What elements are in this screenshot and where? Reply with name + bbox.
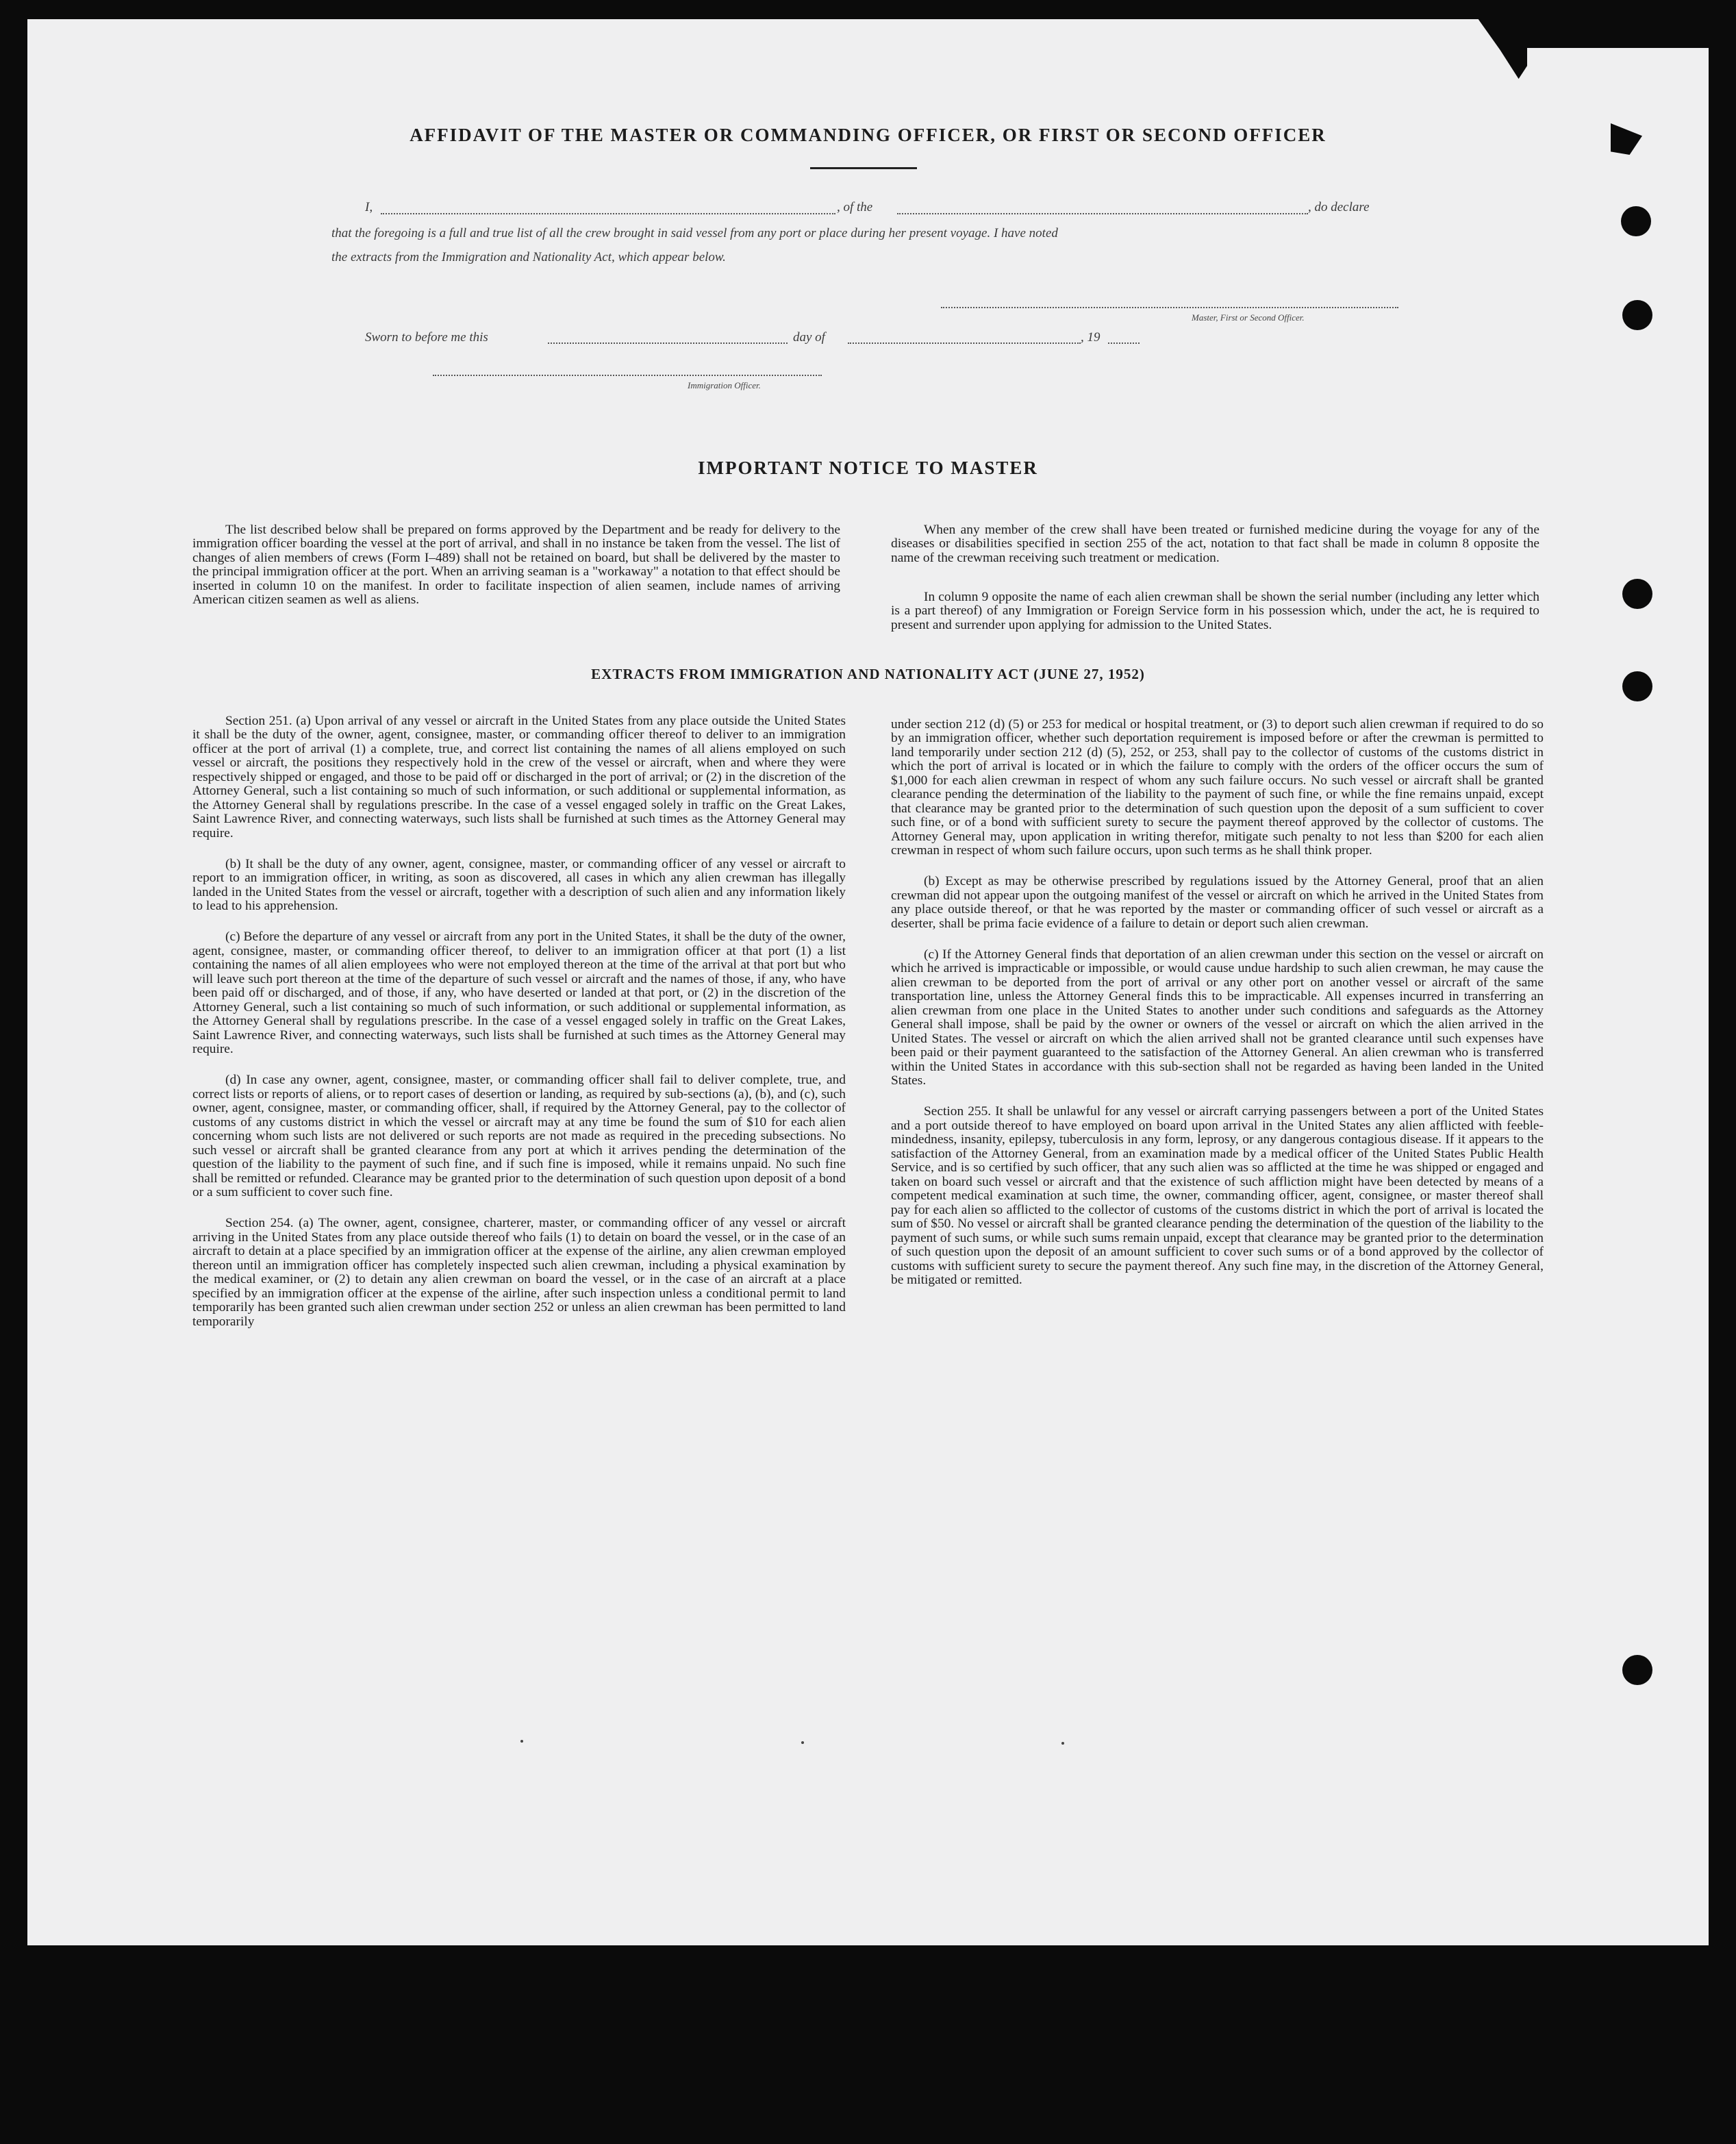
year-blank [1108,342,1140,344]
notice-right-paragraph-1: When any member of the crew shall have been treated or furnished medicine during the voyage for any of the diseases or disabilities specified in section 255 of the act, notation to that fact shall be made in column 8 opposite the name of the crewman receiving such treatment or medication. [891,522,1539,565]
notice-right-paragraph-2: In column 9 opposite the name of each alien crewman shall be shown the serial number (including any letter which is a part thereof) of any Immigration or Foreign Service form in his possession which, under the act, he is required to present and surrender upon applying for admission to the United States. [891,589,1539,632]
section-254-b: (b) Except as may be otherwise prescribed by regulations issued by the Attorney General, proof that an alien crewman did not appear upon the outgoing manifest of the vessel or aircraft on which he arrived in the United States from any place outside thereof, or that he was reported by the master or commanding officer of such vessel or aircraft as a deserter, shall be prima facie evidence of a failure to detain or deport such alien crewman. [891,874,1544,931]
page-edge [1527,48,1709,1945]
affidavit-i-label: I, [365,200,373,214]
vessel-blank [897,213,1308,214]
notice-left-paragraph: The list described below shall be prepared on forms approved by the Department and be ready for delivery to the immigration officer boarding the vessel at the port of arrival, and shall in no instance be taken from the vessel. The list of changes of alien members of crews (Form I–489) shall not be retained on board, but shall be delivered by the master to the principal immigration officer at the port. When an arriving seaman is a "workaway" a notation to that effect should be inserted in column 10 on the manifest. In order to facilitate inspection of alien seamen, include names of arriving American citizen seamen as well as aliens. [192,522,840,607]
section-251-a: Section 251. (a) Upon arrival of any vessel or aircraft in the United States from any place outside the United States it shall be the duty of the owner, agent, consignee, master, or commanding officer thereof to deliver to an immigration officer at the port of arrival (1) a complete, true, and correct list containing the names of all aliens employed on such vessel or aircraft, the positions they respectively hold in the crew of the vessel or aircraft, when and where they were respectively shipped or engaged, and those to be paid off or discharged in the port of arrival; or (2) in the discretion of the Attorney General, such a list containing so much of such information, or such additional or supplemental information, as the Attorney General shall by regulations prescribe. In the case of a vessel engaged solely in traffic on the Great Lakes, Saint Lawrence River, and connecting waterways, such lists shall be furnished at such times as the Attorney General may require. [192,713,846,840]
section-255: Section 255. It shall be unlawful for any vessel or aircraft carrying passengers between a port of the United States and a port outside thereof to have employed on board upon arrival in the United States any alien afflicted with feeble-mindedness, insanity, epilepsy, tuberculosis in any form, leprosy, or any dangerous contagious disease. If it appears to the satisfaction of the Attorney General, from an examination made by a medical officer of the United States Public Health Service, and is so certified by such officer, that any such alien was so afflicted at the time he was shipped or engaged and taken on board such vessel or aircraft and that the existence of such affliction might have been detected by means of a competent medical examination at such time, the owner, commanding officer, agent, consignee, or master thereof shall pay for each alien so afflicted to the collector of customs of the customs district in which the port of arrival is located the sum of $50. No vessel or aircraft shall be granted clearance pending the determination of the question of the liability to the payment of such sums, or while such sums remain unpaid, except that clearance may be granted prior to the determination of such question upon the deposit of an amount sufficient to cover such sums or of a bond approved by the collector of customs with sufficient surety to secure the payment thereof. Any such fine may, in the discretion of the Attorney General, be mitigated or remitted. [891,1104,1544,1287]
section-254-a: Section 254. (a) The owner, agent, consignee, charterer, master, or commanding officer of any vessel or aircraft arriving in the United States from any place outside thereof who fails (1) to detain on board the vessel, or in the case of an aircraft to detain at a place specified by an immigration officer at the expense of the airline, any alien crewman employed thereon until an immigration officer has completely inspected such alien crewman, including a physical examination by the medical examiner, or (2) to detain any alien crewman on board the vessel, or in the case of an aircraft at a place specified by an immigration officer at the expense of the airline, after such inspection unless a conditional permit to land temporarily has been granted such alien crewman under section 252 or unless an alien crewman has been permitted to land temporarily [192,1216,846,1329]
section-254-a-continued: under section 212 (d) (5) or 253 for medical or hospital treatment, or (3) to deport such alien crewman if required to do so by an immigration officer, whether such deportation requirement is imposed before or after the crewman is permitted to land temporarily under section 212 (d) (5), 252, or 253, shall pay to the collector of customs of the customs district in which the port of arrival is located or in which the failure to comply with the orders of the officer occurs the sum of $1,000 for each alien crewman in respect of whom any such failure occurs. No such vessel or aircraft shall be granted clearance pending the determination of the liability to the payment of such fine, or while the fine remains unpaid, except that clearance may be granted prior to the determination of such question upon the deposit of a sum sufficient to cover such fine, or of a bond with sufficient surety to secure the payment thereof approved by the collector of customs. The Attorney General may, upon application in writing therefor, mitigate such penalty to not less than $200 for each alien crewman in respect of whom such failure occurs, upon such terms as he shall think proper. [891,716,1544,858]
affidavit-of-the: , of the [837,200,873,214]
extracts-left-column [192,700,846,1346]
page-speck [1061,1742,1064,1745]
affidavit-line-2: that the foregoing is a full and true list of all the crew brought in said vessel from any port or place during her present voyage. I have noted [331,226,1058,240]
punch-hole [1622,1655,1652,1685]
master-caption: Master, First or Second Officer. [1192,312,1305,323]
officer-caption: Immigration Officer. [688,380,761,390]
day-blank [548,342,788,344]
sworn-label: Sworn to before me this [365,330,488,345]
page-speck [520,1740,523,1743]
year-label: , 19 [1081,330,1100,345]
section-251-d: (d) In case any owner, agent, consignee, master, or commanding officer shall fail to deliver complete, true, and correct lists or reports of aliens, or to report cases of desertion or landing, as required by sub-sections (a), (b), and (c), such owner, agent, consignee, master, or commanding officer, shall, if required by the Attorney General, pay to the collector of customs of any customs district in which the vessel or aircraft may at any time be found the sum of $10 for each alien concerning whom such lists are not delivered or such reports are not made as required in the preceding subsections. No such vessel or aircraft shall be granted clearance from any port at which it arrives pending the determination of the question of the liability to the payment of such fine, and if such fine is imposed, while it remains unpaid. No such fine shall be remitted or refunded. Clearance may be granted prior to the determination of such question upon deposit of a bond or a sum sufficient to cover such fine. [192,1073,846,1199]
punch-hole [1622,300,1652,330]
month-blank [848,342,1081,344]
name-blank [381,213,835,214]
notice-right-column [891,509,1539,649]
section-254-c: (c) If the Attorney General finds that deportation of an alien crewman under this section on the vessel or aircraft on which he arrived is impracticable or impossible, or would cause undue hardship to such alien crewman, he may cause the alien crewman to be deported from the port of arrival or any other port on another vessel or aircraft of the same transportation line, unless the Attorney General finds this to be impracticable. All expenses incurred in transferring an alien crewman from one place in the United States to another under such conditions and safeguards as the Attorney General shall impose, shall be paid by the owner or owners of the vessel or aircraft on which the alien arrived in the United States. The vessel or aircraft on which the alien arrived shall not be granted clearance until such expenses have been paid or their payment guaranteed to the satisfaction of the Attorney General. An alien crewman who is transferred within the United States in accordance with this sub-section shall not be regarded as having been landed in the United States. [891,947,1544,1088]
punch-hole [1622,579,1652,609]
section-251-b: (b) It shall be the duty of any owner, agent, consignee, master, or commanding officer of any vessel or aircraft to report to an immigration officer, in writing, as soon as discovered, all cases in which any alien crewman has illegally landed in the United States from the vessel or aircraft, together with a description of such alien and any information likely to lead to his apprehension. [192,856,846,913]
section-251-c: (c) Before the departure of any vessel or aircraft from any port in the United States, it shall be the duty of the owner, agent, consignee, master, or commanding officer thereof, to deliver to an immigration officer at that port (1) a list containing the names of all alien employees who were not employed thereon at the time of the arrival at that port but who will leave such port thereon at the time of the departure of such vessel or aircraft and the names of those, if any, who have been paid off or discharged, and of those, if any, who have deserted or landed at that port, or (2) in the discretion of the Attorney General, such a list containing so much of such information, or such additional or supplemental information, as the Attorney General shall by regulations prescribe. In the case of a vessel engaged solely in traffic on the Great Lakes, Saint Lawrence River, and connecting waterways, such lists shall be furnished at such times as the Attorney General may require. [192,930,846,1056]
extracts-right-column [891,703,1544,1304]
title-rule [810,167,917,169]
punch-hole [1621,206,1651,236]
affidavit-title: AFFIDAVIT OF THE MASTER OR COMMANDING OFFICER, OR FIRST OR SECOND OFFICER [410,125,1326,145]
day-of-label: day of [793,330,825,345]
officer-signature-line [433,375,822,376]
master-signature-line [941,307,1398,308]
affidavit-do-declare: , do declare [1308,200,1370,214]
notice-title: IMPORTANT NOTICE TO MASTER [698,458,1038,478]
page-speck [801,1741,804,1744]
extracts-title: EXTRACTS FROM IMMIGRATION AND NATIONALITY ACT (JUNE 27, 1952) [591,666,1145,682]
notice-left-column [192,509,840,624]
affidavit-line-3: the extracts from the Immigration and Nationality Act, which appear below. [331,250,726,264]
